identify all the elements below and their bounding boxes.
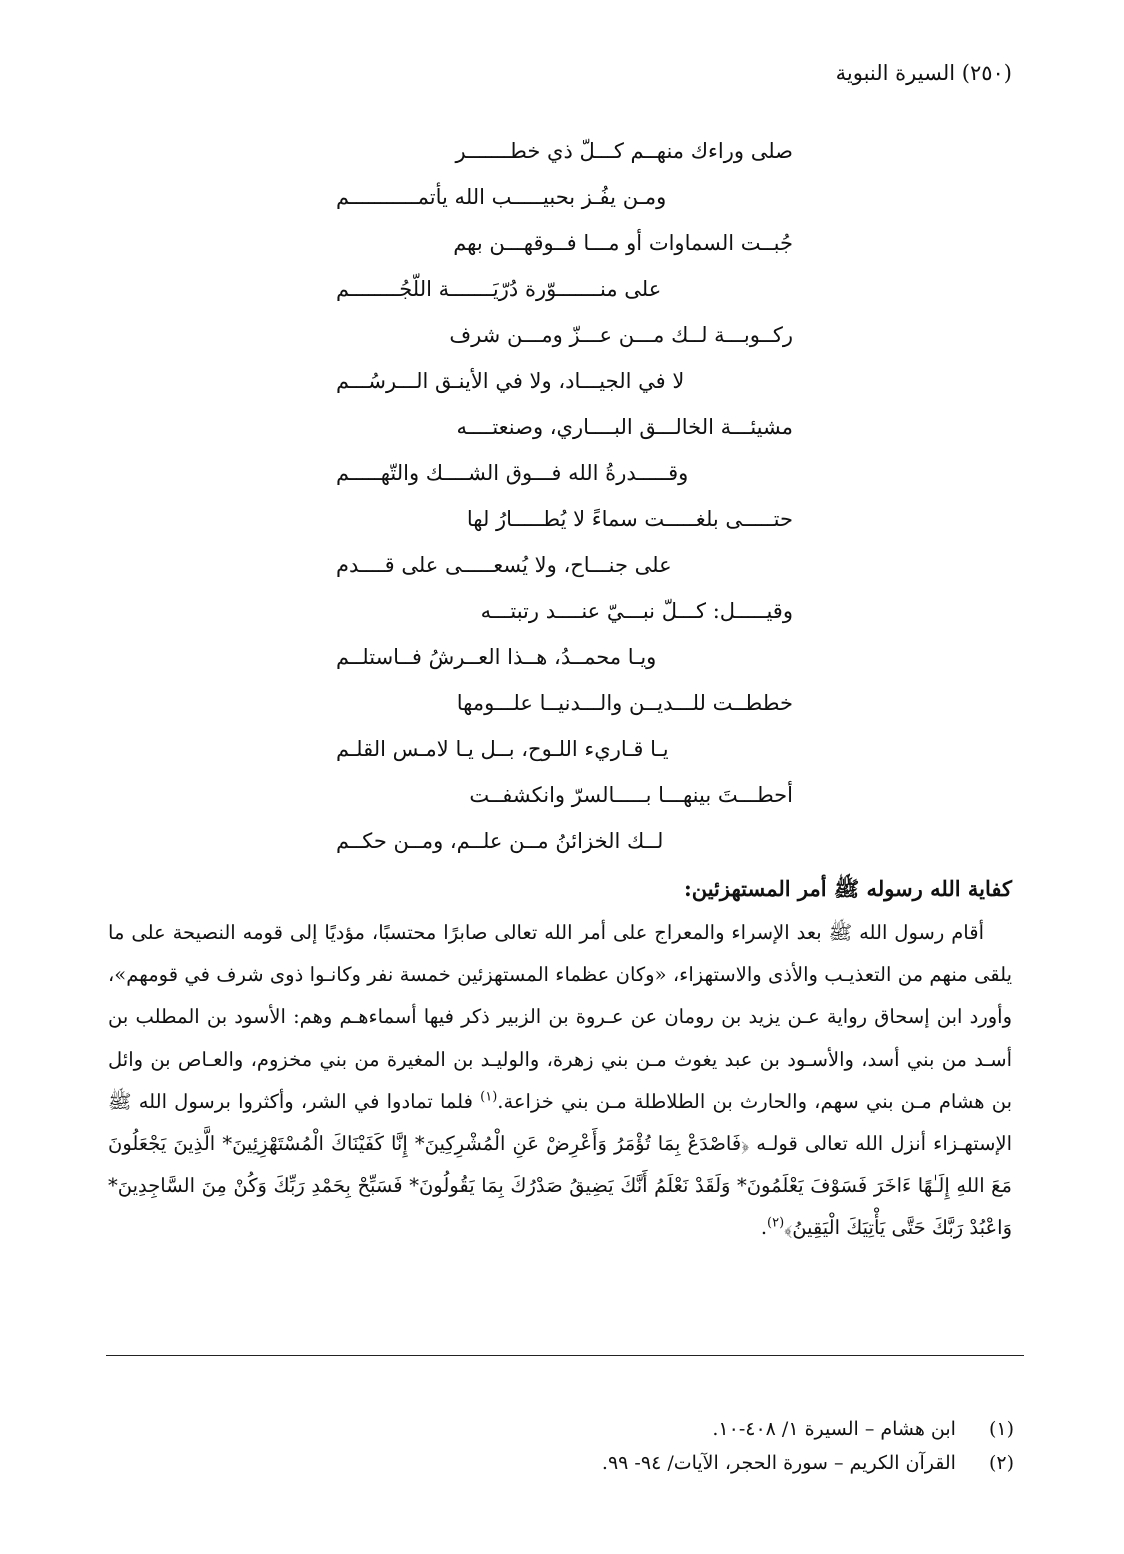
page-number: (٢٥٠): [961, 61, 1012, 85]
book-title: السيرة النبوية: [835, 61, 956, 85]
verse-line: لا في الجيـــاد، ولا في الأينـق الـــرسُـــم: [336, 369, 685, 393]
footnote-reference[interactable]: (٢): [767, 1215, 785, 1231]
verse-line: على جنـــاح، ولا يُسعـــــى على قــــدم: [336, 553, 672, 577]
verse-line: صلى وراءك منهــم كـــلّ ذي خطـــــــر: [455, 139, 793, 163]
footnote-number: (١): [988, 1418, 1014, 1440]
verse-line: وقيـــــل: كـــلّ نبـــيّ عنــــد رتبتـــه: [480, 599, 793, 623]
verse-line: خططــت للـــديــن والـــدنيــا علـــومها: [456, 691, 793, 715]
verse-line: وقـــــدرةُ الله فـــوق الشــــك والتّهـــــم: [336, 461, 689, 485]
footnote-number: (٢): [988, 1452, 1014, 1474]
poem: [330, 128, 795, 864]
footnote: [112, 1446, 1014, 1480]
verse-line: ويـا محمــدُ، هــذا العــرشُ فــاستلــم: [336, 645, 657, 669]
running-header: [836, 58, 1012, 88]
paragraph-text: فلما تمادوا في الشر، وأكثروا برسول الله ﷺ الإستهـزاء أنزل الله تعالى قولـه ﴿فَاصْدَعْ بِمَا تُؤْمَرُ وَأَعْرِضْ عَنِ الْمُشْرِكِينَ* إِنَّا كَفَيْنَاكَ الْمُسْتَهْزِئِينَ* الَّذِينَ يَجْعَلُونَ مَعَ اللهِ إِلَـٰهًا ءَاخَرَ فَسَوْفَ يَعْلَمُونَ* وَلَقَدْ نَعْلَمُ أَنَّكَ يَضِيقُ صَدْرُكَ بِمَا يَقُولُونَ* فَسَبِّحْ بِحَمْدِ رَبِّكَ وَكُنْ مِنَ السَّاجِدِينَ* وَاعْبُدْ رَبَّكَ حَتَّى يَأْتِيَكَ الْيَقِينُ﴾: [108, 1089, 1012, 1240]
verse-line: ومـن يفُـز بحبيـــــب الله يأتمـــــــــــم: [336, 185, 667, 209]
body-paragraph: [108, 912, 1012, 1250]
verse-line: يـا قـاريء اللـوح، بــل يـا لامـس القلـم: [336, 737, 669, 761]
footnotes: [112, 1412, 1014, 1480]
verse-line: أحطـــتَ بينهـــا بـــــالسرّ وانكشفــت: [469, 783, 793, 807]
verse-line: ركــوبـــة لــك مـــن عـــزّ ومـــن شرف: [449, 323, 793, 347]
verse-line: جُبــت السماوات أو مـــا فــوقهـــن بهم: [453, 231, 793, 255]
footnote-text: القرآن الكريم – سورة الحجر، الآيات/ ٩٤- ٩٩.: [601, 1452, 956, 1474]
footnote-divider: [106, 1355, 1024, 1356]
paragraph-text: أقام رسول الله ﷺ بعد الإسراء والمعراج على أمر الله تعالى صابرًا محتسبًا، مؤديًا إلى قومه النصيحة على ما يلقى منهم من التعذيـب والأذى والاستهزاء، «وكان عظماء المستهزئين خمسة نفر وكانـوا ذوى شرف في قومهم»، وأورد ابن إسحاق رواية عـن يزيد بن رومان عن عـروة بن الزبير ذكر فيها أسماءهـم وهم: الأسود بن المطلب بن أسـد من بني أسد، والأسـود بن عبد يغوث مـن بني زهرة، والوليـد بن المغيرة من بني مخزوم، والعـاص بن وائل بن هشام مـن بني سهم، والحارث بن الطلاطلة مـن بني خزاعة.: [108, 921, 1012, 1113]
footnote-reference[interactable]: (١): [480, 1089, 498, 1105]
section-heading: كفاية الله رسوله ﷺ أمر المستهزئين:: [683, 876, 1012, 901]
verse-line: حتـــــى بلغـــــت سماءً لا يُطـــــارُ لها: [466, 507, 793, 531]
paragraph-end: .: [760, 1216, 768, 1240]
verse-line: على منـــــــوّرة دُرّيَـــــــة اللّجُــــــــم: [336, 277, 662, 301]
footnote-text: ابن هشام – السيرة ١/ ٤٠٨-١٠.: [712, 1418, 956, 1440]
verse-line: مشيئـــة الخالـــق البــــاري، وصنعتــــه: [456, 415, 793, 439]
verse-line: لــك الخزائنُ مــن علــم، ومــن حكــم: [336, 829, 664, 853]
footnote: [112, 1412, 1014, 1446]
